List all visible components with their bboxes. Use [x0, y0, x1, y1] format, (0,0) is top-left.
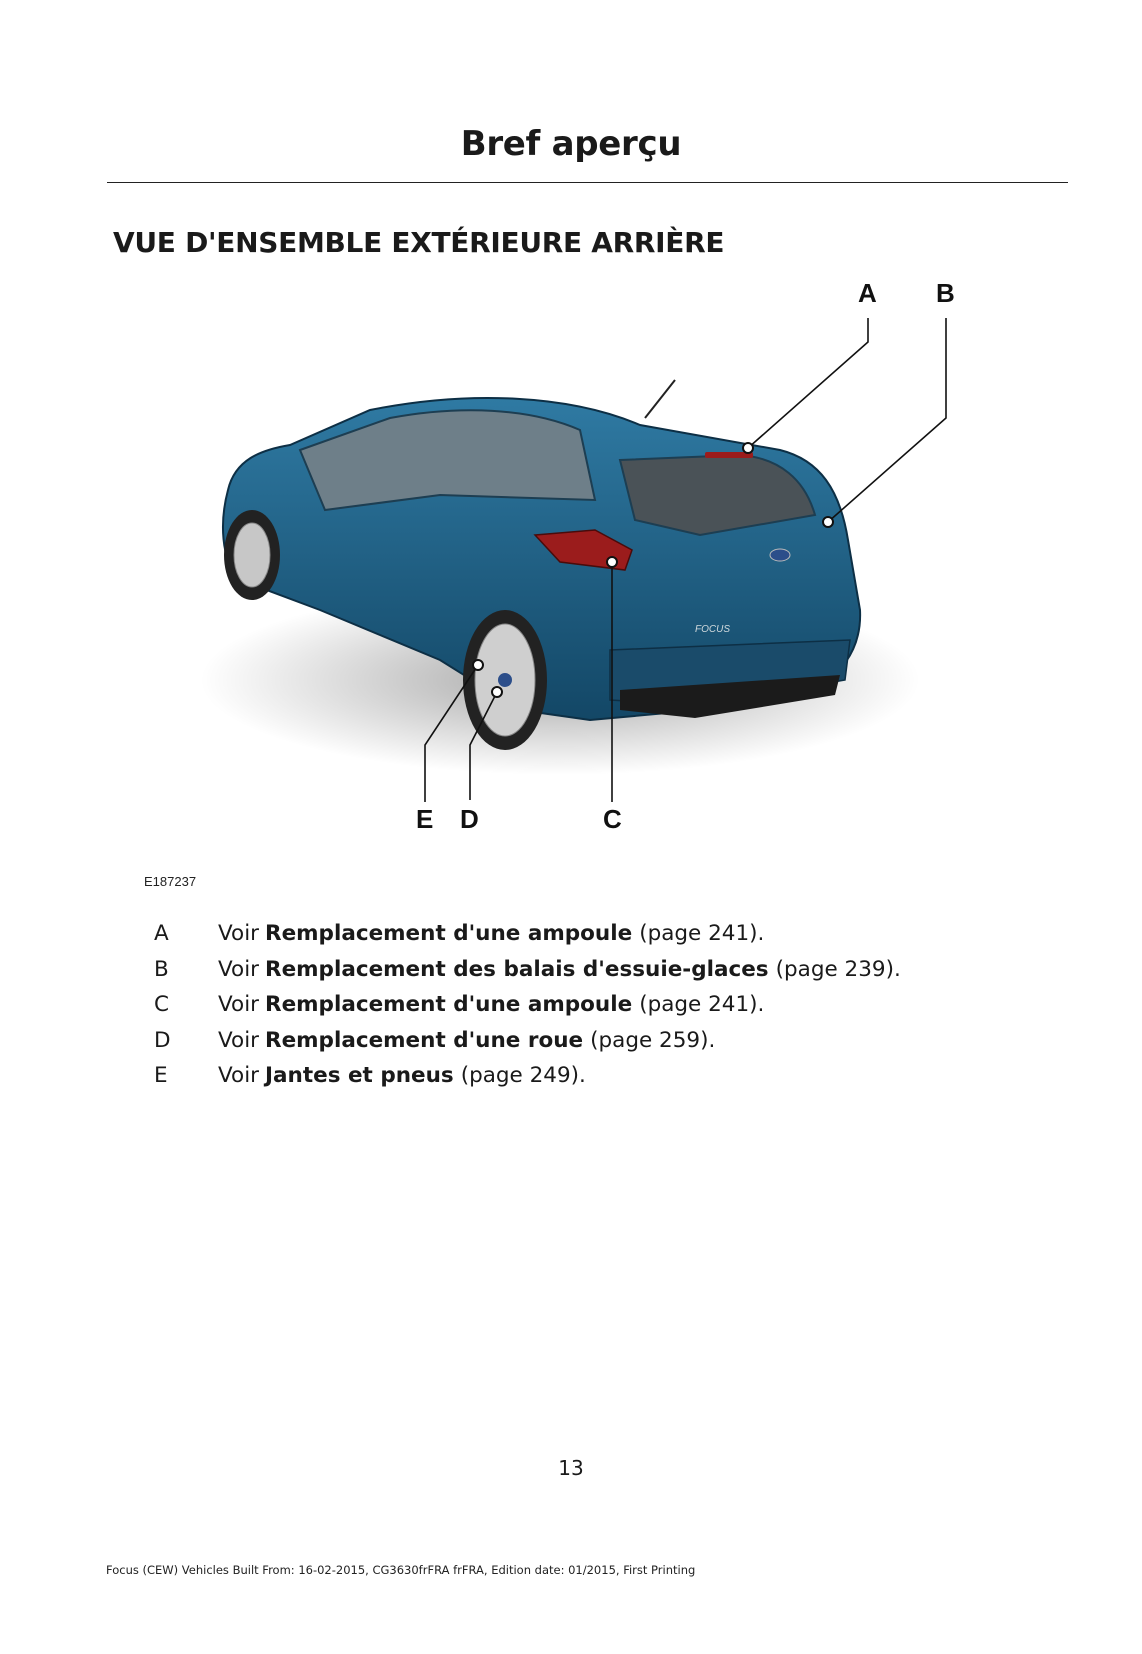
- callout-dot-c: [607, 557, 617, 567]
- car-rear-illustration: [140, 280, 1020, 890]
- callout-label-a: A: [858, 280, 877, 308]
- legend-link-bulb-replacement[interactable]: Remplacement d'une ampoule: [265, 992, 633, 1018]
- car-badge-text: FOCUS: [695, 624, 730, 635]
- callout-label-b: B: [936, 280, 955, 308]
- callout-label-e: E: [416, 804, 434, 834]
- callout-dot-a: [743, 443, 753, 453]
- legend-page-ref: (page 241).: [639, 921, 765, 947]
- callout-dot-e: [473, 660, 483, 670]
- page-header-title: Bref aperçu: [460, 124, 682, 164]
- callout-dot-b: [823, 517, 833, 527]
- legend-prefix: Voir: [218, 956, 260, 982]
- callout-label-c: C: [603, 804, 622, 834]
- legend-prefix: Voir: [218, 1027, 260, 1053]
- legend-item: [150, 916, 1010, 952]
- legend-page-ref: (page 241).: [639, 992, 765, 1018]
- legend-item: [150, 1023, 1010, 1059]
- front-rim: [234, 523, 270, 587]
- legend-item: [150, 1058, 1010, 1094]
- legend-page-ref: (page 249).: [460, 1063, 586, 1089]
- figure-id: E187237: [144, 874, 197, 889]
- legend-link-wiper-blades[interactable]: Remplacement des balais d'essuie-glaces: [265, 956, 769, 982]
- legend-prefix: Voir: [218, 992, 260, 1018]
- callout-dot-d: [492, 687, 502, 697]
- legend-list: [150, 916, 1010, 1094]
- legend-page-ref: (page 259).: [590, 1027, 716, 1053]
- callout-leader-b: [828, 318, 946, 522]
- legend-link-bulb-replacement[interactable]: Remplacement d'une ampoule: [265, 921, 633, 947]
- legend-item: [150, 952, 1010, 988]
- footer-text: Focus (CEW) Vehicles Built From: 16-02-2015, CG3630frFRA frFRA, Edition date: 01/2015, First Printing: [106, 1563, 696, 1577]
- legend-letter: C: [154, 992, 170, 1018]
- legend-item: [150, 987, 1010, 1023]
- legend-prefix: Voir: [218, 1063, 260, 1089]
- legend-link-wheel-change[interactable]: Remplacement d'une roue: [265, 1027, 584, 1053]
- callout-leader-a: [748, 318, 868, 448]
- legend-letter: A: [154, 921, 169, 947]
- ford-badge: [770, 549, 790, 561]
- header-divider: [107, 182, 1068, 183]
- wheel-hub: [498, 673, 512, 687]
- car-illustration-svg: [140, 280, 1020, 890]
- legend-letter: D: [154, 1027, 171, 1053]
- legend-link-wheels-tires[interactable]: Jantes et pneus: [265, 1063, 454, 1089]
- page-number: 13: [558, 1456, 584, 1480]
- legend-prefix: Voir: [218, 921, 260, 947]
- callout-label-d: D: [460, 804, 479, 834]
- legend-letter: E: [154, 1063, 168, 1089]
- legend-letter: B: [154, 956, 169, 982]
- section-title: VUE D'ENSEMBLE EXTÉRIEURE ARRIÈRE: [113, 226, 725, 259]
- antenna: [645, 380, 675, 418]
- legend-page-ref: (page 239).: [775, 956, 901, 982]
